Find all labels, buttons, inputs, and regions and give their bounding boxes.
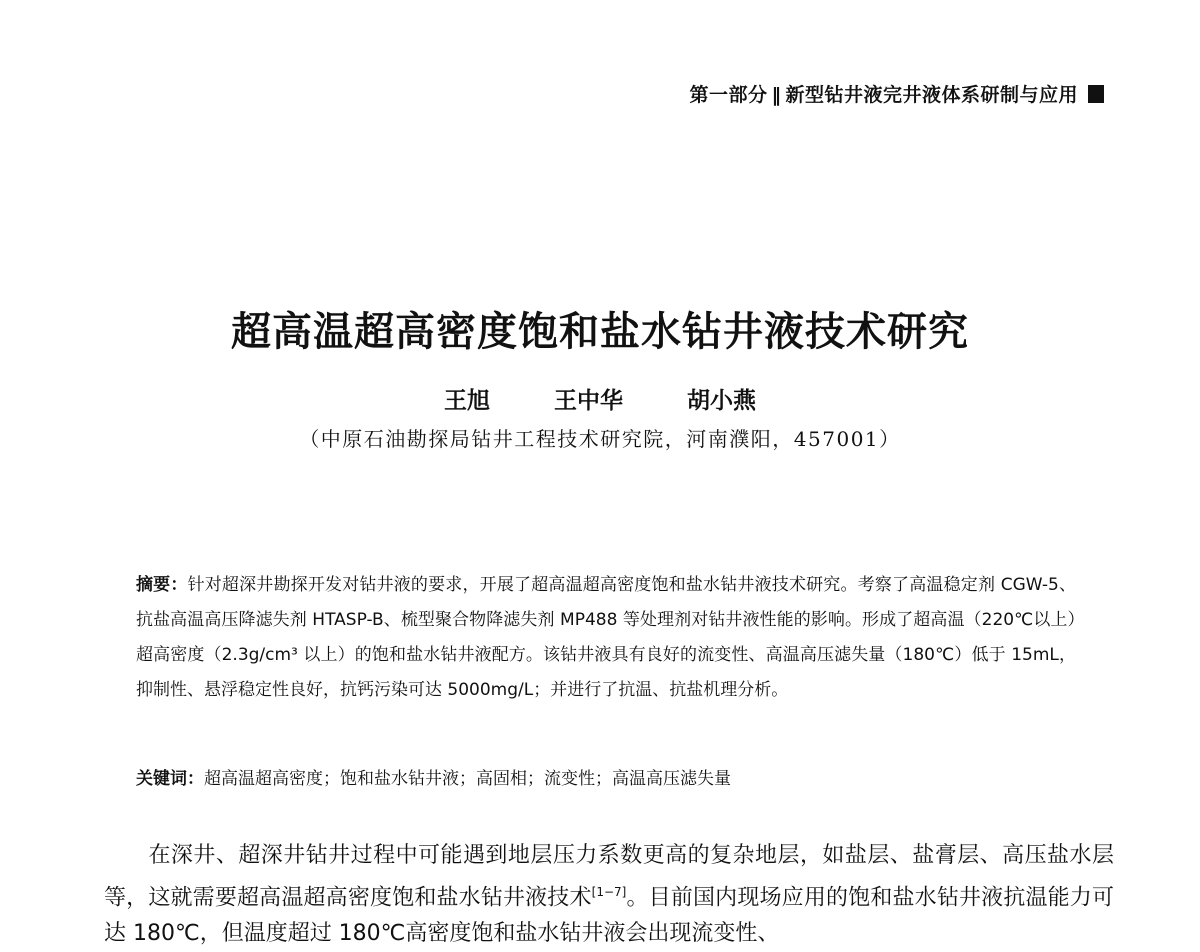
paper-title: 超高温超高密度饱和盐水钻井液技术研究 [231,308,969,355]
keywords-text: 超高温超高密度；饱和盐水钻井液；高固相；流变性；高温高压滤失量 [204,769,731,789]
citation-ref: [1−7] [591,885,627,899]
author-3: 胡小燕 [687,388,757,414]
body-text-1: 在深井、超深井钻井过程中可能遇到地层压力系数更高的复杂地层，如盐层、盐膏层、高压盐水层等，这就需要超高温超高密度饱和盐水钻井液技术 [104,843,1114,911]
header-section: 新型钻井液完井液体系研制与应用 [785,84,1078,106]
keywords-label: 关键词： [136,769,204,789]
abstract [136,568,1076,708]
abstract-text: 针对超深井勘探开发对钻井液的要求，开展了超高温超高密度饱和盐水钻井液技术研究。考察了高温稳定剂 CGW-5、抗盐高温高压降滤失剂 HTASP-B、梳型聚合物降滤失剂 MP488 等处理剂对钻井液性能的影响。形成了超高温（220℃以上）超高密度（2.3g/cm³ 以上）的饱和盐水钻井液配方。该钻井液具有良好的流变性、高温高压滤失量（180℃）低于 15mL，抑制性、悬浮稳定性良好，抗钙污染可达 5000mg/L；并进行了抗温、抗盐机理分析。 [136,575,1077,700]
header-separator: ‖ [771,84,782,106]
affiliation: （中原石油勘探局钻井工程技术研究院，河南濮阳，457001） [299,427,901,451]
keywords [136,765,1076,793]
running-header [689,80,1104,107]
abstract-label: 摘要： [136,575,188,595]
author-2: 王中华 [554,388,623,414]
body-paragraph [104,838,1114,952]
header-part: 第一部分 [689,84,768,106]
header-block-mark [1088,85,1104,103]
author-list [0,382,1200,415]
body-text-2: 。目前国内现场应用的饱和盐水钻井液抗温能力可达 180℃，但温度超过 180℃高密度饱和盐水钻井液会出现流变性、 [104,885,1114,947]
author-1: 王旭 [443,388,490,414]
